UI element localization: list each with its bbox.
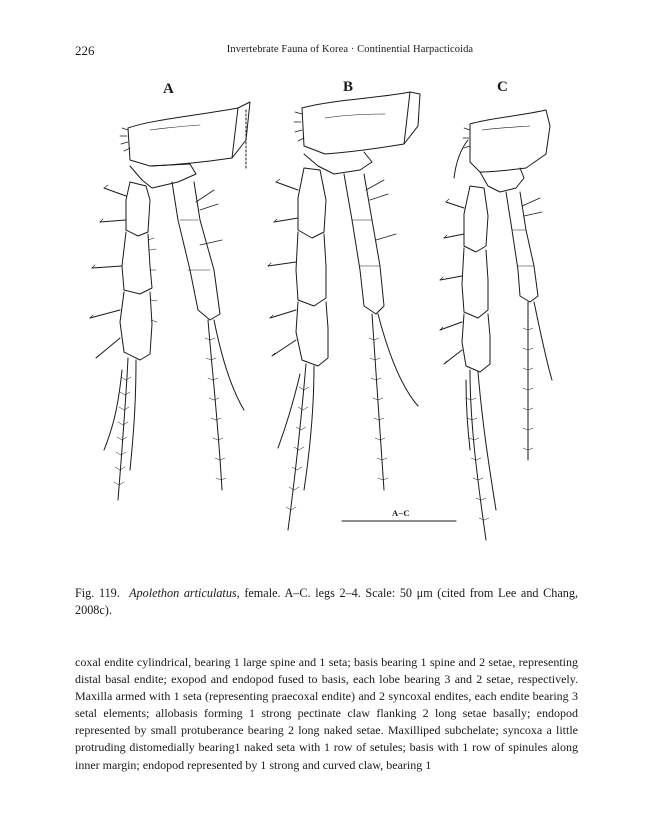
leg-b	[268, 92, 420, 530]
figure-caption	[75, 585, 578, 619]
leg-a	[90, 102, 250, 500]
caption-fig-number: Fig. 119.	[75, 586, 120, 600]
leg-c	[440, 110, 552, 540]
panel-label-c: C	[497, 79, 508, 95]
caption-species: Apolethon articulatus	[129, 586, 237, 600]
scale-bar-label: A–C	[392, 508, 411, 518]
page-number: 226	[75, 43, 95, 58]
leg-illustrations	[0, 70, 652, 560]
running-head: Invertebrate Fauna of Korea · Continential Harpacticoida	[226, 44, 474, 55]
panel-label-a: A	[163, 81, 174, 97]
body-paragraph: coxal endite cylindrical, bearing 1 large spine and 1 seta; basis bearing 1 spine and 2 setae, representing distal basal endite; exopod and endopod fused to basis, each lobe bearing 3 and 2 setae, respectively. Maxilla armed with 1 seta (representing praecoxal endite) and 2 syncoxal endites, each endite bearing 3 setal elements; allobasis forming 1 strong pectinate claw flanking 2 long setae basally; endopod represented by small protuberance bearing 2 long naked setae. Maxilliped subchelate; syncoxa a little protruding distomedially bearing1 naked seta with 1 row of setules; basis with 1 row of spinules along inner margin; endopod represented by 1 strong and curved claw, bearing 1	[75, 655, 578, 772]
panel-label-b: B	[343, 79, 354, 95]
caption-rest: , female. A–C. legs 2–4. Scale: 50 μm (cited from Lee and Chang, 2008c).	[75, 586, 579, 617]
figure	[0, 70, 652, 560]
